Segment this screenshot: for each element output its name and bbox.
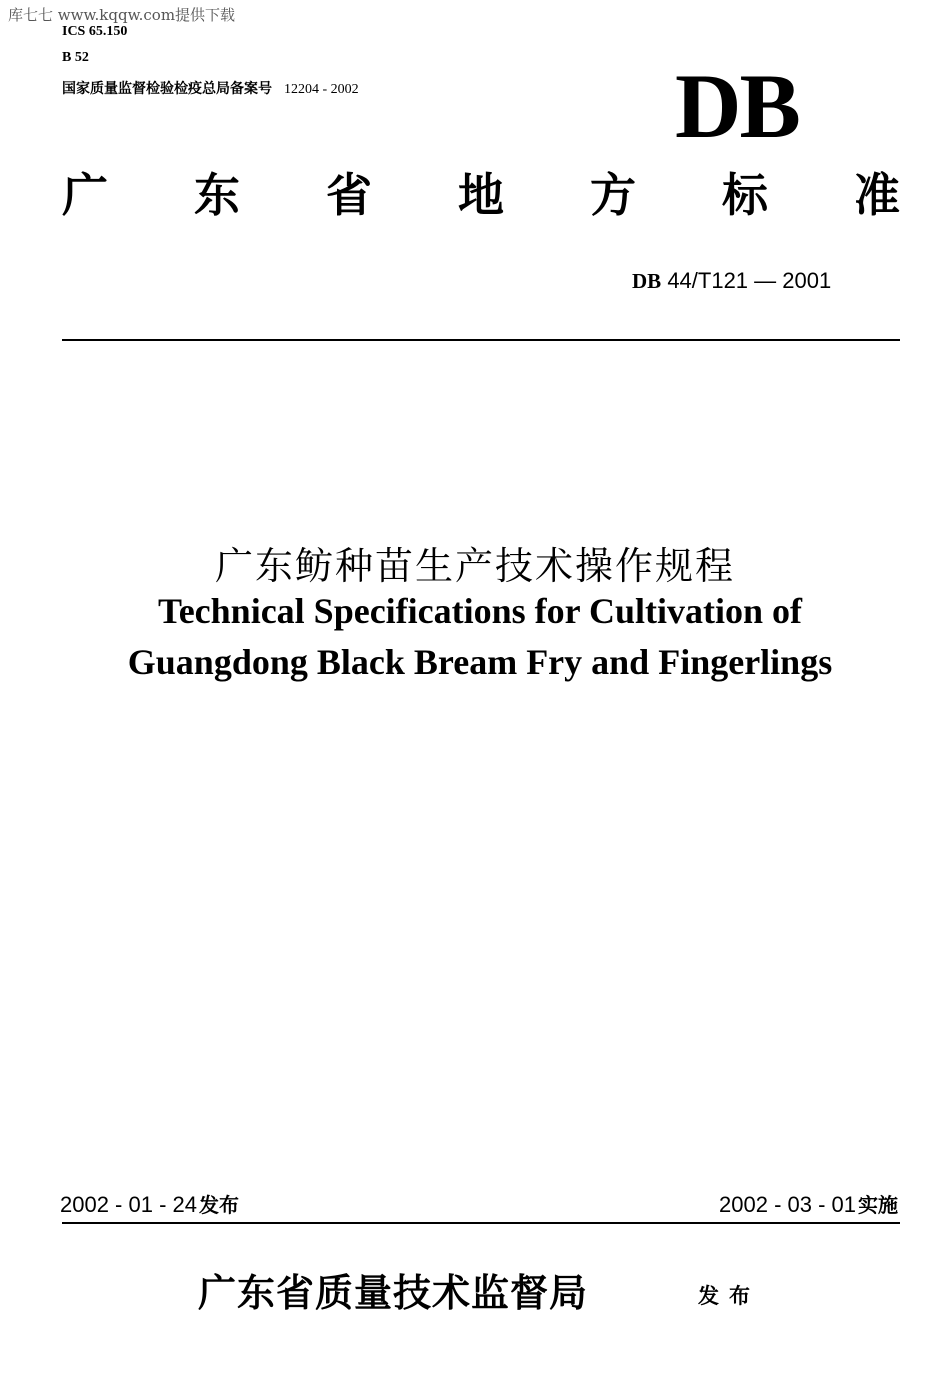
standard-type-char: 东 [194,168,240,222]
implementation-date [719,1189,898,1218]
classification-code: B 52 [62,50,89,65]
ics-code: ICS 65.150 [62,24,128,39]
top-divider [62,339,900,341]
issue-date [60,1189,239,1218]
standard-type-char: 方 [590,168,636,222]
title-english-line1: Technical Specifications for Cultivation of [157,591,802,631]
standard-type-char: 准 [854,168,900,222]
publisher-label: 发布 [698,1284,760,1308]
title-english-line2: Guangdong Black Bream Fry and Fingerlings [127,642,833,682]
standard-type-char: 广 [62,168,108,222]
standard-type-char: 地 [458,168,504,222]
record-line [62,78,359,98]
implementation-date-value: 2002 - 03 - 01 [719,1192,856,1217]
bottom-divider [62,1222,900,1224]
standard-code-prefix: DB [632,269,662,293]
publisher-name: 广东省质量技术监督局 [198,1270,589,1315]
watermark: 库七七 www.kqqw.com提供下载 [8,6,236,24]
standard-code-number: 44/T121 — 2001 [667,268,832,293]
record-label: 国家质量监督检验检疫总局备案号 [62,81,272,97]
standard-type-heading [62,168,900,222]
title-chinese: 广东鲂种苗生产技术操作规程 [214,544,735,588]
issue-date-label: 发布 [198,1193,239,1217]
record-number: 12204 - 2002 [284,82,359,97]
standard-type-char: 省 [326,168,372,222]
issue-date-value: 2002 - 01 - 24 [60,1192,197,1217]
standard-type-char: 标 [722,168,768,222]
standard-code [632,268,831,294]
db-logo: DB [675,55,799,157]
implementation-date-label: 实施 [858,1193,898,1217]
